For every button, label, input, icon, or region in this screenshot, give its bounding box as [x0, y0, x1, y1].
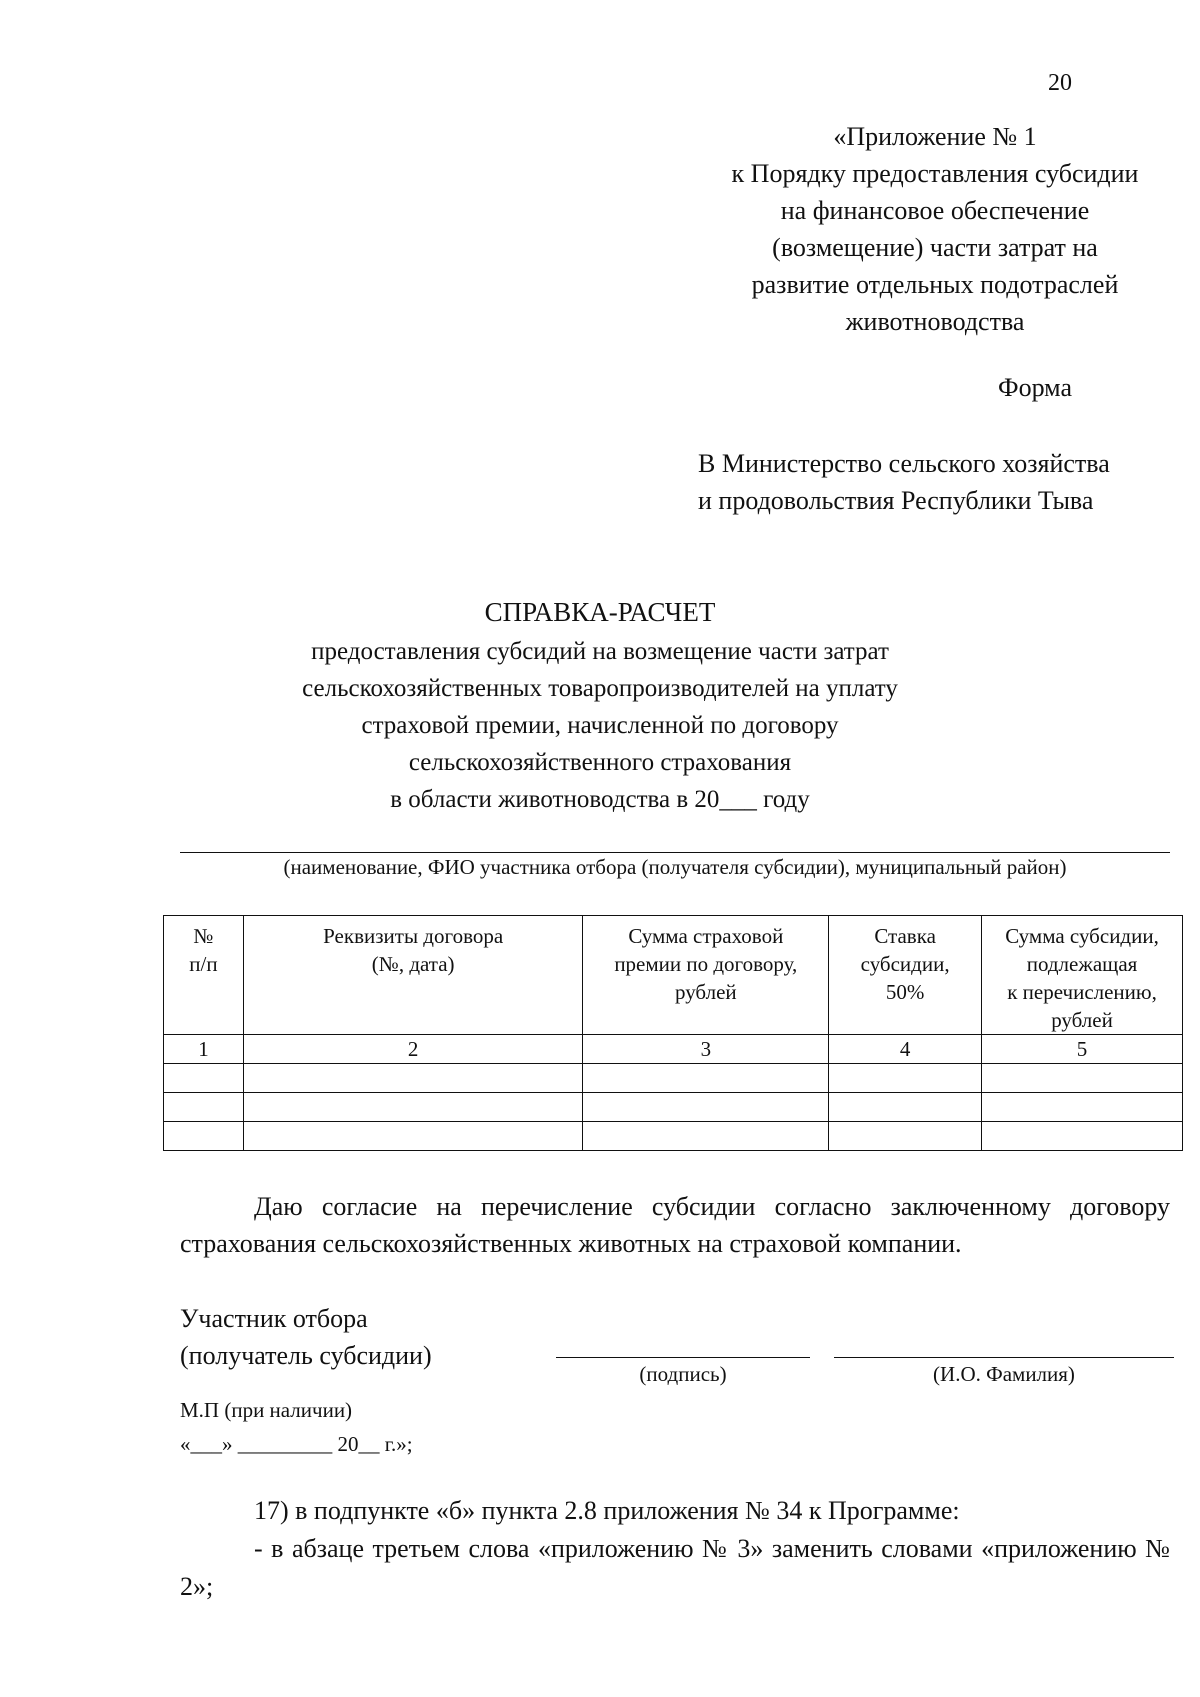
header-line: (№, дата) — [371, 952, 455, 976]
subtitle-line: в области животноводства в 20___ году — [390, 786, 810, 813]
table-cell — [243, 1122, 583, 1151]
header-line: Сумма страховой — [628, 924, 784, 948]
header-line: Сумма субсидии, — [1005, 924, 1159, 948]
appendix-line: животноводства — [845, 307, 1025, 336]
column-number: 2 — [243, 1035, 583, 1064]
header-line: Ставка — [874, 924, 936, 948]
table-cell — [243, 1064, 583, 1093]
document-subtitle — [250, 633, 950, 818]
header-line: п/п — [189, 952, 218, 976]
table-cell — [583, 1093, 829, 1122]
participant-line: (получатель субсидии) — [180, 1341, 432, 1370]
table-cell — [243, 1093, 583, 1122]
column-number-row — [164, 1035, 1183, 1064]
date-line: «___» _________ 20__ г.»; — [180, 1432, 413, 1456]
full-name-line — [834, 1357, 1174, 1358]
header-line: подлежащая — [1026, 952, 1138, 976]
full-name-caption: (И.О. Фамилия) — [933, 1362, 1075, 1386]
addressee-line: В Министерство сельского хозяйства — [698, 449, 1110, 478]
amendment-block — [180, 1492, 1170, 1606]
header-line: субсидии, — [860, 952, 950, 976]
header-line: рублей — [1051, 1008, 1113, 1032]
table-cell — [583, 1064, 829, 1093]
table-row — [164, 1093, 1183, 1122]
header-subsidy-sum — [982, 916, 1183, 1035]
header-line: премии по договору, — [614, 952, 798, 976]
document-title: СПРАВКА-РАСЧЕТ — [484, 597, 716, 627]
table-cell — [164, 1093, 244, 1122]
header-line: к перечислению, — [1007, 980, 1157, 1004]
stamp-label: М.П (при наличии) — [180, 1398, 353, 1422]
table-cell — [164, 1064, 244, 1093]
table-cell — [982, 1093, 1183, 1122]
addressee-line: и продовольствия Республики Тыва — [698, 486, 1094, 515]
column-number: 5 — [982, 1035, 1183, 1064]
appendix-line: «Приложение № 1 — [833, 122, 1037, 151]
appendix-line: развитие отдельных подотраслей — [751, 270, 1119, 299]
appendix-header — [690, 118, 1180, 340]
header-line: рублей — [674, 980, 737, 1004]
header-contract-details — [243, 916, 583, 1035]
subtitle-line: предоставления субсидий на возмещение части затрат — [311, 638, 889, 665]
table-cell — [982, 1064, 1183, 1093]
table-row — [164, 1064, 1183, 1093]
table-header-row — [164, 916, 1183, 1035]
column-number: 4 — [829, 1035, 982, 1064]
header-premium-sum — [583, 916, 829, 1035]
consent-paragraph: Даю согласие на перечисление субсидии согласно заключенному договору страхования сельскохозяйственных животных на страховой компании. — [180, 1192, 1170, 1258]
column-number: 3 — [583, 1035, 829, 1064]
column-number: 1 — [164, 1035, 244, 1064]
amendment-item: - в абзаце третьем слова «приложению № 3» заменить словами «приложению № 2»; — [180, 1534, 1170, 1601]
participant-line: Участник отбора — [180, 1304, 368, 1333]
header-number — [164, 916, 244, 1035]
header-line: Реквизиты договора — [323, 924, 504, 948]
page-number: 20 — [1048, 70, 1072, 96]
table-row — [164, 1122, 1183, 1151]
table-cell — [164, 1122, 244, 1151]
signature-line — [556, 1357, 810, 1358]
appendix-line: (возмещение) части затрат на — [772, 233, 1098, 262]
amendment-item: 17) в подпункте «б» пункта 2.8 приложения № 34 к Программе: — [254, 1496, 960, 1525]
subtitle-line: сельскохозяйственных товаропроизводителей на уплату — [302, 675, 898, 702]
header-line: 50% — [885, 980, 925, 1004]
appendix-line: на финансовое обеспечение — [780, 196, 1090, 225]
recipient-caption: (наименование, ФИО участника отбора (получателя субсидии), муниципальный район) — [283, 855, 1067, 879]
table-cell — [583, 1122, 829, 1151]
header-subsidy-rate — [829, 916, 982, 1035]
subtitle-line: сельскохозяйственного страхования — [408, 749, 792, 776]
table-cell — [982, 1122, 1183, 1151]
addressee-block — [698, 445, 1110, 519]
subtitle-line: страховой премии, начисленной по договору — [361, 712, 839, 739]
participant-label — [180, 1300, 432, 1374]
form-label: Форма — [998, 373, 1072, 402]
calculation-table — [163, 915, 1183, 1151]
table-cell — [829, 1122, 982, 1151]
signature-caption: (подпись) — [639, 1362, 727, 1386]
table-cell — [829, 1093, 982, 1122]
header-line: № — [193, 924, 214, 948]
recipient-name-line — [180, 852, 1170, 853]
appendix-line: к Порядку предоставления субсидии — [731, 159, 1139, 188]
table-cell — [829, 1064, 982, 1093]
